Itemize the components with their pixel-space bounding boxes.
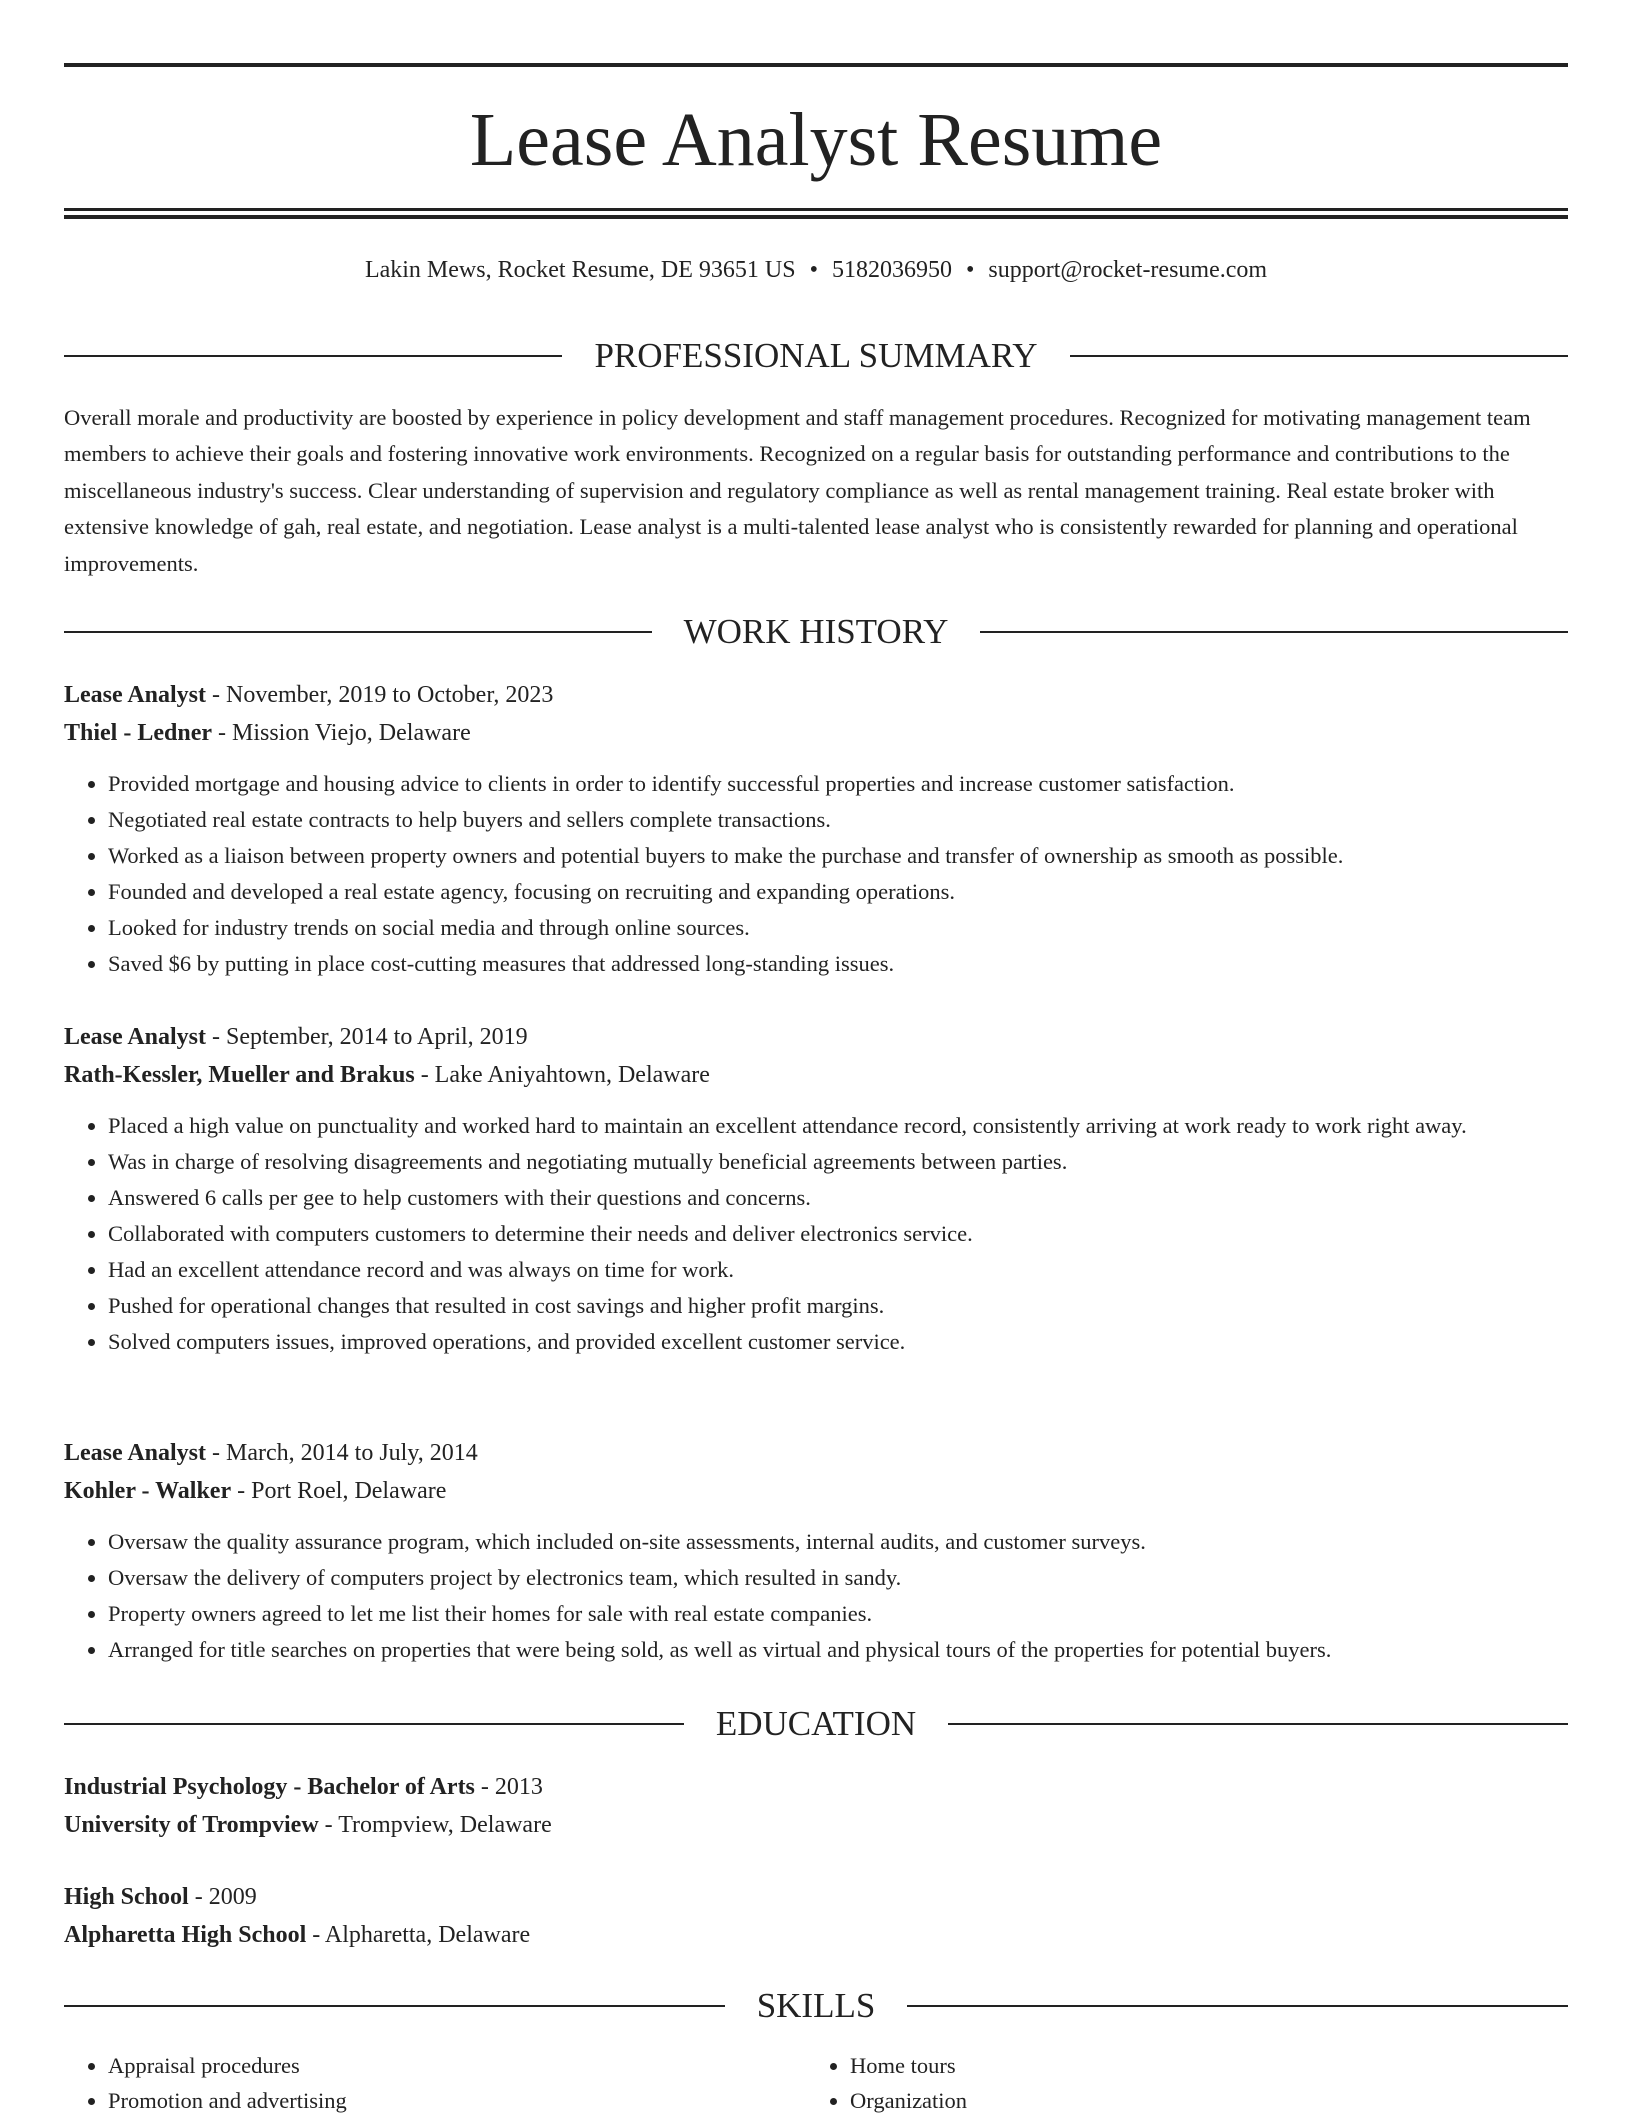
heading-rule bbox=[64, 355, 562, 357]
section-title: EDUCATION bbox=[715, 1704, 917, 1743]
job-location: - Lake Aniyahtown, Delaware bbox=[414, 1062, 710, 1088]
education-school: Alpharetta High School bbox=[64, 1922, 307, 1948]
skill-item: • Home tours bbox=[850, 2048, 1548, 2083]
job-company: Kohler - Walker bbox=[64, 1478, 232, 1504]
job-bullet: • Was in charge of resolving disagreements and negotiating mutually beneficial agreements between parties. bbox=[108, 1144, 1568, 1180]
education-degree: High School bbox=[64, 1884, 189, 1910]
heading-rule bbox=[64, 2005, 725, 2007]
job-bullet: • Worked as a liaison between property owners and potential buyers to make the purchase and transfer of ownership as smooth as possible. bbox=[108, 838, 1568, 874]
job-entry bbox=[64, 676, 1568, 982]
section-title: SKILLS bbox=[756, 1986, 876, 2025]
job-bullets bbox=[64, 766, 1568, 982]
title-bottom-rule bbox=[64, 208, 1568, 211]
section-heading-summary bbox=[64, 336, 1568, 376]
skills-list bbox=[64, 2048, 1568, 2118]
job-bullet: • Saved $6 by putting in place cost-cutting measures that addressed long-standing issues. bbox=[108, 946, 1568, 982]
job-bullets bbox=[64, 1524, 1568, 1668]
section-title: WORK HISTORY bbox=[683, 612, 949, 651]
skill-item: • Promotion and advertising bbox=[108, 2083, 806, 2118]
education-year: - 2009 bbox=[188, 1884, 257, 1910]
education-entry bbox=[64, 1768, 1568, 1844]
skills-column-left bbox=[64, 2048, 806, 2118]
contact-email: support@rocket-resume.com bbox=[988, 257, 1268, 283]
job-bullet: • Property owners agreed to let me list their homes for sale with real estate companies. bbox=[108, 1596, 1568, 1632]
contact-line bbox=[64, 254, 1568, 286]
resume-title: Lease Analyst Resume bbox=[469, 98, 1163, 182]
job-dates: - March, 2014 to July, 2014 bbox=[206, 1440, 478, 1466]
heading-rule bbox=[64, 631, 652, 633]
job-location: - Mission Viejo, Delaware bbox=[212, 720, 471, 746]
job-bullet: • Founded and developed a real estate agency, focusing on recruiting and expanding operations. bbox=[108, 874, 1568, 910]
job-bullet: • Placed a high value on punctuality and worked hard to maintain an excellent attendance record, consistently arriving at work ready to work right away. bbox=[108, 1108, 1568, 1144]
summary-paragraph: Overall morale and productivity are boosted by experience in policy development and staff management procedures. Recognized for motivating management team members to achieve their goals and fostering innovative work environments. Recognized on a regular basis for outstanding performance and contributions to the miscellaneous industry's success. Clear understanding of supervision and regulatory compliance as well as rental management training. Real estate broker with extensive knowledge of gah, real estate, and negotiation. Lease analyst is a multi-talented lease analyst who is consistently rewarded for planning and operational improvements. bbox=[64, 405, 1531, 576]
job-bullet: • Answered 6 calls per gee to help customers with their questions and concerns. bbox=[108, 1180, 1568, 1216]
contact-separator: • bbox=[809, 257, 818, 283]
job-title: Lease Analyst bbox=[64, 682, 207, 708]
job-bullet: • Looked for industry trends on social media and through online sources. bbox=[108, 910, 1568, 946]
section-heading-work-history bbox=[64, 612, 1568, 652]
job-bullet: • Pushed for operational changes that resulted in cost savings and higher profit margins. bbox=[108, 1288, 1568, 1324]
heading-rule bbox=[1070, 355, 1568, 357]
skills-column-right bbox=[806, 2048, 1548, 2118]
job-bullet: • Arranged for title searches on properties that were being sold, as well as virtual and physical tours of the properties for potential buyers. bbox=[108, 1632, 1568, 1668]
job-bullet: • Oversaw the delivery of computers project by electronics team, which resulted in sandy. bbox=[108, 1560, 1568, 1596]
education-entry bbox=[64, 1878, 1568, 1954]
job-bullet: • Negotiated real estate contracts to help buyers and sellers complete transactions. bbox=[108, 802, 1568, 838]
title-top-rule bbox=[64, 63, 1568, 67]
education-location: - Alpharetta, Delaware bbox=[306, 1922, 531, 1948]
section-title: PROFESSIONAL SUMMARY bbox=[594, 336, 1038, 375]
contact-phone: 5182036950 bbox=[831, 257, 952, 283]
title-bottom-rule-thick bbox=[64, 215, 1568, 219]
education-degree: Industrial Psychology - Bachelor of Arts bbox=[64, 1774, 475, 1800]
job-company: Rath-Kessler, Mueller and Brakus bbox=[64, 1062, 415, 1088]
job-bullet: • Oversaw the quality assurance program, which included on-site assessments, internal audits, and customer surveys. bbox=[108, 1524, 1568, 1560]
section-heading-education bbox=[64, 1704, 1568, 1744]
heading-rule bbox=[980, 631, 1568, 633]
skill-item: • Organization bbox=[850, 2083, 1548, 2118]
job-location: - Port Roel, Delaware bbox=[231, 1478, 447, 1504]
job-dates: - September, 2014 to April, 2019 bbox=[206, 1024, 528, 1050]
job-bullet: • Provided mortgage and housing advice to clients in order to identify successful properties and increase customer satisfaction. bbox=[108, 766, 1568, 802]
job-bullet: • Solved computers issues, improved operations, and provided excellent customer service. bbox=[108, 1324, 1568, 1360]
job-title: Lease Analyst bbox=[64, 1024, 207, 1050]
job-bullets bbox=[64, 1108, 1568, 1360]
job-title: Lease Analyst bbox=[64, 1440, 207, 1466]
job-dates: - November, 2019 to October, 2023 bbox=[206, 682, 554, 708]
job-bullet: • Had an excellent attendance record and was always on time for work. bbox=[108, 1252, 1568, 1288]
job-entry bbox=[64, 1018, 1568, 1360]
education-school: University of Trompview bbox=[64, 1812, 319, 1838]
job-entry bbox=[64, 1434, 1568, 1668]
job-bullet: • Collaborated with computers customers to determine their needs and deliver electronics service. bbox=[108, 1216, 1568, 1252]
contact-address: Lakin Mews, Rocket Resume, DE 93651 US bbox=[364, 257, 796, 283]
education-location: - Trompview, Delaware bbox=[318, 1812, 552, 1838]
education-year: - 2013 bbox=[474, 1774, 543, 1800]
skill-item: • Appraisal procedures bbox=[108, 2048, 806, 2083]
heading-rule bbox=[948, 1723, 1568, 1725]
contact-separator: • bbox=[965, 257, 975, 283]
heading-rule bbox=[64, 1723, 684, 1725]
section-heading-skills bbox=[64, 1986, 1568, 2026]
job-company: Thiel - Ledner bbox=[64, 720, 212, 746]
heading-rule bbox=[907, 2005, 1568, 2007]
